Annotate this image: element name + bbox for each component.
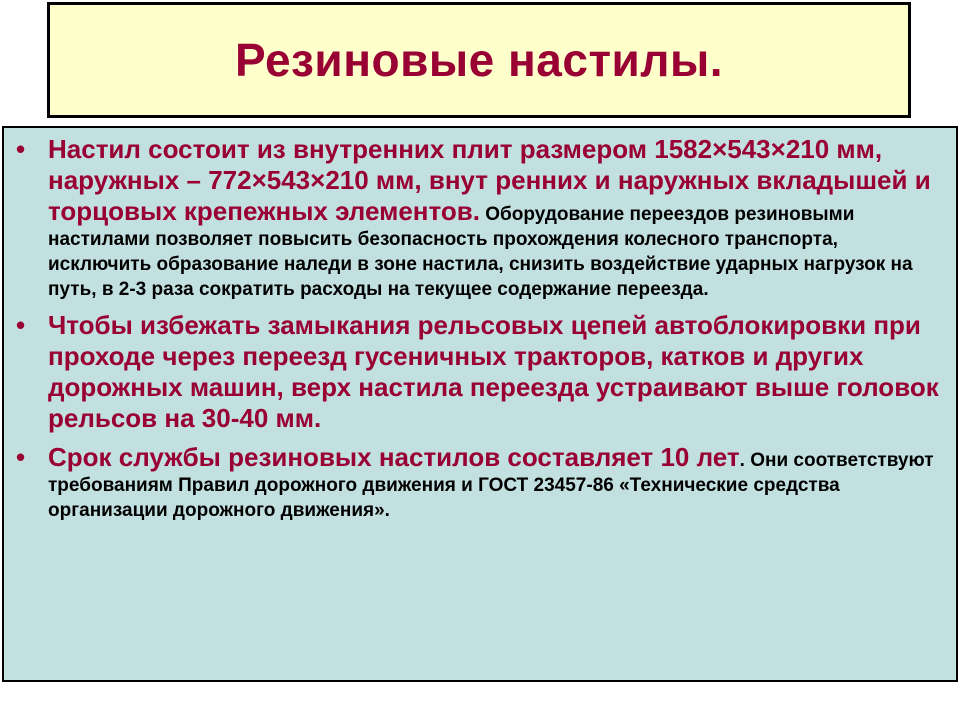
bullet-item-1-text: Оборудование переездов резиновыми настилами позволяет повысить безопасность прохождения колесного транспорта, исключить образование наледи в зоне настила, снизить воздействие ударных нагрузок на путь, в 2-3 раза сократить расходы на текущее содержание переезда. [48,204,913,300]
slide-title: Резиновые настилы. [234,34,724,86]
bullet-item-1 [16,134,942,302]
content-box [2,126,958,682]
bullet-item-2 [16,310,942,434]
bullet-item-3 [16,442,942,523]
bullet-icon: • [16,134,26,164]
bullet-item-2-highlight: Чтобы избежать замыкания рельсовых цепей автоблокировки при проходе через переезд гусеничных тракторов, катков и других дорожных машин, верх настила переезда устраивают выше головок рельсов на 30-40 мм. [48,310,939,433]
title-box [47,2,911,118]
bullet-item-3-text: . Они соответствуют требованиям Правил дорожного движения и ГОСТ 23457-86 «Технические средства организации дорожного движения». [48,450,934,521]
bullet-item-1-highlight: Настил состоит из внутренних плит размером 1582×543×210 мм, наружных – 772×543×210 мм, внут ренних и наружных вкладышей и торцовых крепежных элементов. [48,134,931,226]
bullet-icon: • [16,442,26,472]
bullet-icon: • [16,310,26,340]
bullet-item-3-highlight: Срок службы резиновых настилов составляет 10 лет [48,442,740,472]
